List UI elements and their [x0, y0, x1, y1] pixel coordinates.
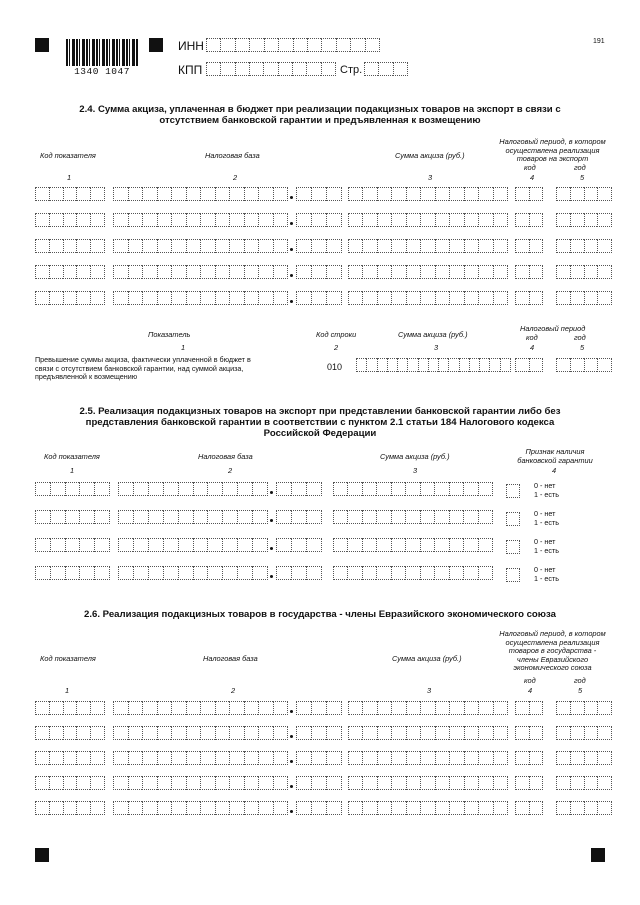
s25-sign-field[interactable] [506, 512, 520, 526]
s26-period-code-field[interactable] [515, 801, 543, 815]
s25-base-frac-field[interactable] [276, 510, 322, 524]
corner-marker-top-left [35, 38, 49, 52]
s26-num-1: 1 [65, 686, 70, 695]
s26-base-frac-field[interactable] [296, 801, 342, 815]
s25-col-base: Налоговая база [198, 452, 253, 461]
s26-base-frac-field[interactable] [296, 726, 342, 740]
s25-base-frac-field[interactable] [276, 482, 322, 496]
decimal-point [270, 519, 273, 522]
s25-option-yes: 1 - есть [534, 490, 560, 499]
decimal-point [290, 222, 293, 225]
s26-num-4: 4 [528, 686, 533, 695]
decimal-point [270, 575, 273, 578]
s24-num-5: 5 [580, 173, 585, 182]
s26-period-year-field[interactable] [556, 726, 612, 740]
s24-sum-col-indicator: Показатель [148, 330, 191, 339]
section-24-title: 2.4. Сумма акциза, уплаченная в бюджет при реализации подакцизных товаров на экспорт в связи с отсутствием банковской гарантии и предъявленная к возмещению [79, 104, 561, 126]
s25-code-field[interactable] [35, 482, 110, 496]
decimal-point [290, 248, 293, 251]
s25-num-1: 1 [70, 466, 75, 475]
s24-period-year-field[interactable] [556, 213, 612, 227]
s24-code-field[interactable] [35, 187, 105, 201]
s26-base-frac-field[interactable] [296, 751, 342, 765]
s24-excise-field[interactable] [348, 265, 508, 279]
decimal-point [290, 735, 293, 738]
s26-excise-field[interactable] [348, 701, 508, 715]
s25-code-field[interactable] [35, 538, 110, 552]
s24-summary-period-year-field[interactable] [556, 358, 612, 372]
s24-sum-num-2: 2 [334, 343, 339, 352]
s25-base-frac-field[interactable] [276, 566, 322, 580]
s26-period-code-field[interactable] [515, 751, 543, 765]
s24-sum-col-excise: Сумма акциза (руб.) [398, 330, 468, 339]
decimal-point [290, 300, 293, 303]
s24-period-code-field[interactable] [515, 239, 543, 253]
s25-num-4: 4 [552, 466, 557, 475]
s25-base-int-field[interactable] [118, 538, 268, 552]
s24-period-code-field[interactable] [515, 265, 543, 279]
s24-sum-num-4: 4 [530, 343, 535, 352]
s26-period-year-field[interactable] [556, 701, 612, 715]
s24-sum-num-5: 5 [580, 343, 585, 352]
page-field[interactable] [364, 62, 408, 76]
s24-col-base: Налоговая база [205, 151, 260, 160]
s25-col-code: Код показателя [44, 452, 100, 461]
s24-code-field[interactable] [35, 239, 105, 253]
s25-sign-field[interactable] [506, 568, 520, 582]
s24-num-3: 3 [428, 173, 433, 182]
s26-col-period: Налоговый период, в котором осуществлена реализация товаров в государства - члены Евразийского экономического союза [499, 629, 606, 672]
s25-base-int-field[interactable] [118, 482, 268, 496]
section-26-title: 2.6. Реализация подакцизных товаров в государства - члены Евразийского экономического союза [84, 609, 556, 620]
s25-base-frac-field[interactable] [276, 538, 322, 552]
s26-period-code-field[interactable] [515, 726, 543, 740]
kpp-label: КПП [178, 63, 203, 77]
s25-num-2: 2 [228, 466, 233, 475]
decimal-point [290, 785, 293, 788]
s25-sign-field[interactable] [506, 540, 520, 554]
s26-base-int-field[interactable] [113, 726, 288, 740]
s26-col-year-sub: год [574, 676, 586, 685]
barcode [66, 39, 138, 69]
s24-col-year-sub: год [574, 163, 586, 172]
s24-sum-col-period: Налоговый период [520, 324, 586, 333]
s25-excise-field[interactable] [333, 566, 493, 580]
s24-num-4: 4 [530, 173, 535, 182]
s24-sum-col-code: код [526, 333, 538, 342]
s24-col-code-sub: код [524, 163, 536, 172]
s24-excise-field[interactable] [348, 213, 508, 227]
s25-code-field[interactable] [35, 566, 110, 580]
s24-code-field[interactable] [35, 265, 105, 279]
s24-summary-period-code-field[interactable] [515, 358, 543, 372]
s25-base-int-field[interactable] [118, 566, 268, 580]
s25-code-field[interactable] [35, 510, 110, 524]
s24-excise-field[interactable] [348, 239, 508, 253]
s24-col-code: Код показателя [40, 151, 96, 160]
s24-sum-col-year: год [574, 333, 586, 342]
decimal-point [270, 491, 273, 494]
section-25-title: 2.5. Реализация подакцизных товаров на экспорт при представлении банковской гарантии либо без представления банковской гарантии в соответствии с пунктом 2.1 статьи 184 Налогового кодекса Российской Федерации [79, 406, 561, 439]
s26-base-frac-field[interactable] [296, 776, 342, 790]
s24-sum-num-3: 3 [434, 343, 439, 352]
s25-option-no: 0 - нет [534, 481, 556, 490]
s24-base-frac-field[interactable] [296, 265, 342, 279]
s26-base-frac-field[interactable] [296, 701, 342, 715]
s24-summary-text: Превышение суммы акциза, фактически уплаченной в бюджет в связи с отсутствием банковской гарантии, над суммой акциза, предъявленной к возмещению [35, 355, 251, 381]
s26-excise-field[interactable] [348, 751, 508, 765]
decimal-point [290, 760, 293, 763]
s26-num-2: 2 [231, 686, 236, 695]
s24-num-2: 2 [233, 173, 238, 182]
s26-col-code: Код показателя [40, 654, 96, 663]
s26-period-year-field[interactable] [556, 776, 612, 790]
s25-col-excise: Сумма акциза (руб.) [380, 452, 450, 461]
s26-base-int-field[interactable] [113, 701, 288, 715]
s26-num-5: 5 [578, 686, 583, 695]
s24-excise-field[interactable] [348, 291, 508, 305]
s24-base-int-field[interactable] [113, 187, 288, 201]
s24-period-year-field[interactable] [556, 239, 612, 253]
s24-base-frac-field[interactable] [296, 213, 342, 227]
kpp-field[interactable] [206, 62, 336, 76]
decimal-point [290, 710, 293, 713]
s24-base-frac-field[interactable] [296, 291, 342, 305]
s25-option-yes: 1 - есть [534, 546, 560, 555]
s25-sign-field[interactable] [506, 484, 520, 498]
s25-option-yes: 1 - есть [534, 518, 560, 527]
s24-col-excise: Сумма акциза (руб.) [395, 151, 465, 160]
s25-excise-field[interactable] [333, 538, 493, 552]
s24-base-frac-field[interactable] [296, 187, 342, 201]
corner-marker-top-mid [149, 38, 163, 52]
s26-period-year-field[interactable] [556, 751, 612, 765]
s25-excise-field[interactable] [333, 482, 493, 496]
s24-period-year-field[interactable] [556, 265, 612, 279]
corner-marker-bottom-right [591, 848, 605, 862]
s24-summary-line-code: 010 [327, 362, 343, 372]
s26-base-int-field[interactable] [113, 801, 288, 815]
s24-period-code-field[interactable] [515, 187, 543, 201]
inn-label: ИНН [178, 39, 204, 53]
s26-excise-field[interactable] [348, 776, 508, 790]
s25-num-3: 3 [413, 466, 418, 475]
s26-period-code-field[interactable] [515, 776, 543, 790]
decimal-point [270, 547, 273, 550]
s24-period-code-field[interactable] [515, 291, 543, 305]
s26-excise-field[interactable] [348, 801, 508, 815]
s25-option-no: 0 - нет [534, 509, 556, 518]
decimal-point [290, 196, 293, 199]
s24-summary-excise-field[interactable] [356, 358, 511, 372]
s26-period-code-field[interactable] [515, 701, 543, 715]
s25-option-no: 0 - нет [534, 537, 556, 546]
s26-code-field[interactable] [35, 751, 105, 765]
s26-code-field[interactable] [35, 701, 105, 715]
s24-code-field[interactable] [35, 291, 105, 305]
s24-excise-field[interactable] [348, 187, 508, 201]
s25-excise-field[interactable] [333, 510, 493, 524]
s26-col-code-sub: код [524, 676, 536, 685]
s24-base-int-field[interactable] [113, 291, 288, 305]
s25-base-int-field[interactable] [118, 510, 268, 524]
s24-num-1: 1 [67, 173, 72, 182]
s26-period-year-field[interactable] [556, 801, 612, 815]
inn-field[interactable] [206, 38, 380, 52]
s25-option-yes: 1 - есть [534, 574, 560, 583]
s24-base-frac-field[interactable] [296, 239, 342, 253]
s24-period-code-field[interactable] [515, 213, 543, 227]
s26-code-field[interactable] [35, 776, 105, 790]
s24-col-period: Налоговый период, в котором осуществлена реализация товаров на экспорт [499, 137, 606, 163]
s24-sum-num-1: 1 [181, 343, 186, 352]
decimal-point [290, 274, 293, 277]
s26-code-field[interactable] [35, 726, 105, 740]
corner-marker-bottom-left [35, 848, 49, 862]
s24-base-int-field[interactable] [113, 213, 288, 227]
s26-num-3: 3 [427, 686, 432, 695]
s24-period-year-field[interactable] [556, 291, 612, 305]
s26-code-field[interactable] [35, 801, 105, 815]
s24-base-int-field[interactable] [113, 239, 288, 253]
s26-col-excise: Сумма акциза (руб.) [392, 654, 462, 663]
s26-col-base: Налоговая база [203, 654, 258, 663]
s26-base-int-field[interactable] [113, 751, 288, 765]
s26-base-int-field[interactable] [113, 776, 288, 790]
barcode-number: 1340 1047 [66, 66, 138, 77]
s24-code-field[interactable] [35, 213, 105, 227]
s25-option-no: 0 - нет [534, 565, 556, 574]
s24-base-int-field[interactable] [113, 265, 288, 279]
s24-period-year-field[interactable] [556, 187, 612, 201]
s25-col-sign: Признак наличия банковской гарантии [517, 447, 593, 465]
s26-excise-field[interactable] [348, 726, 508, 740]
decimal-point [290, 810, 293, 813]
page-label: Стр. [340, 64, 363, 76]
s24-sum-col-line-code: Код строки [316, 330, 357, 339]
page-corner-number: 191 [593, 38, 605, 45]
